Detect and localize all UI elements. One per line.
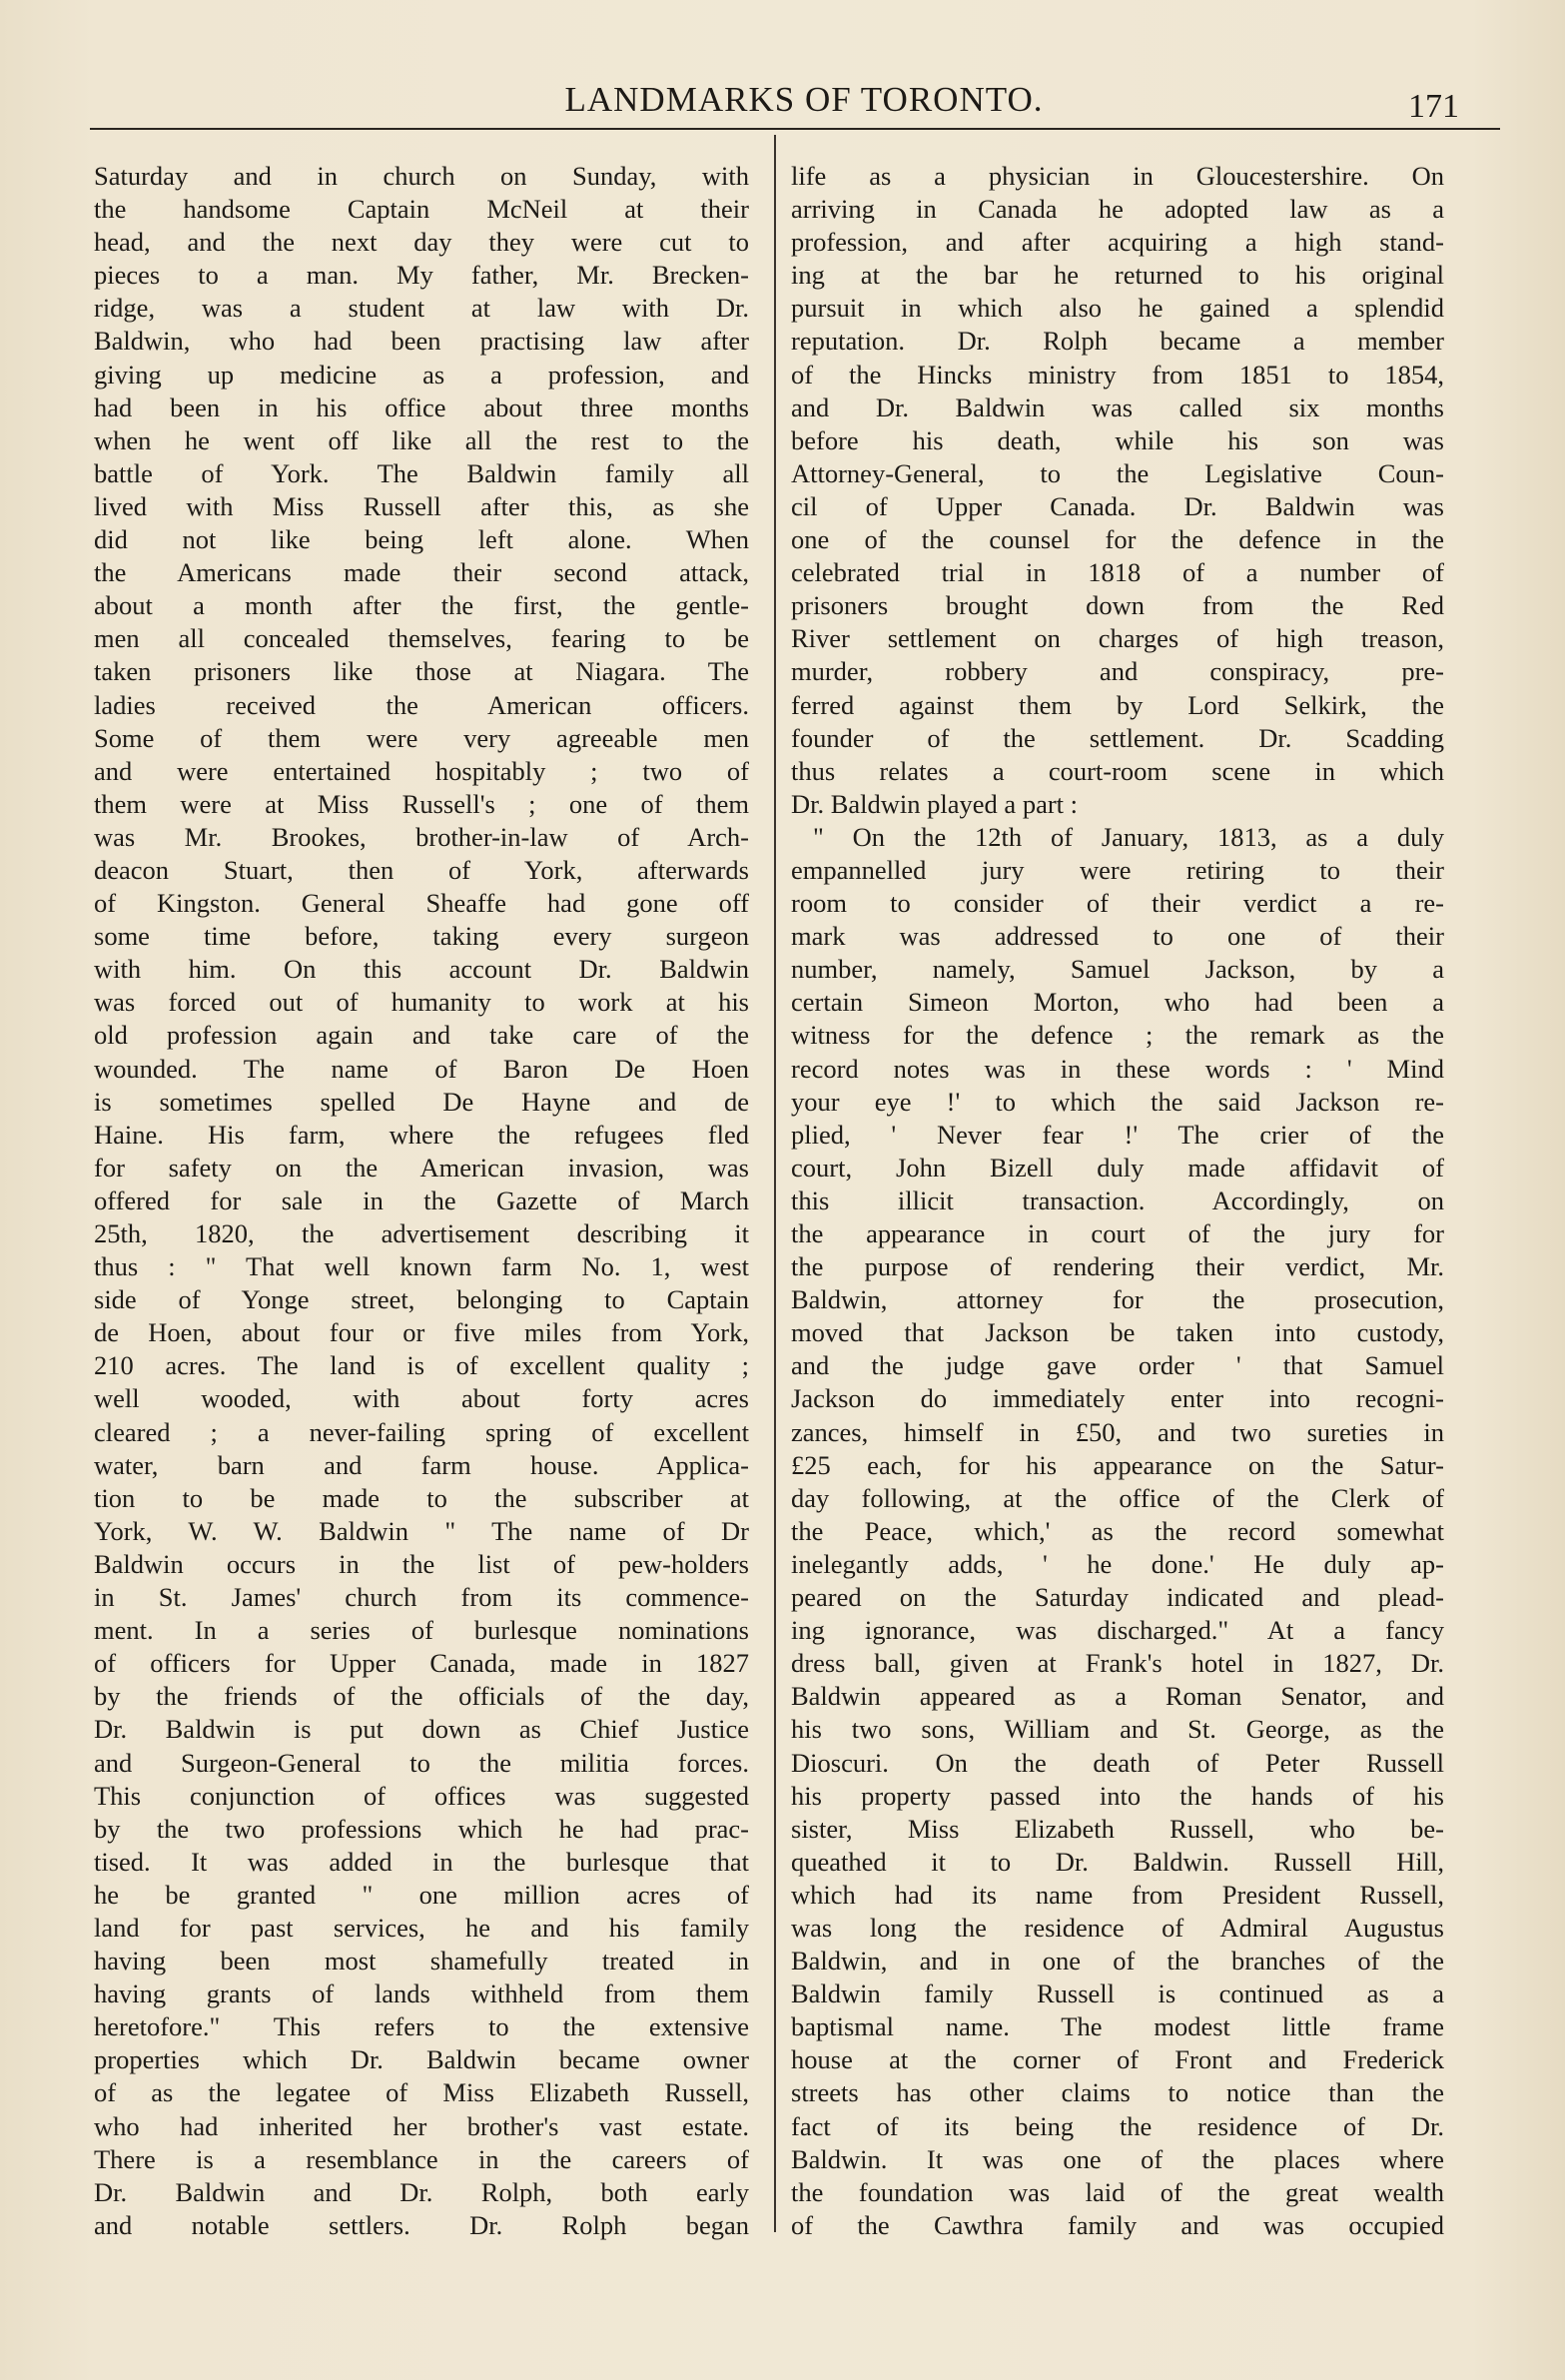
- text-line: pieces to a man. My father, Mr. Brecken-: [94, 260, 749, 291]
- text-line: did not like being left alone. When: [94, 524, 749, 555]
- text-line: old profession again and take care of the: [94, 1020, 749, 1051]
- text-line: in St. James' church from its commence-: [94, 1582, 749, 1613]
- text-line: this illicit transaction. Accordingly, on: [791, 1185, 1444, 1215]
- text-line: 210 acres. The land is of excellent quality ;: [94, 1350, 749, 1381]
- text-line: ing ignorance, was discharged." At a fancy: [791, 1615, 1444, 1646]
- text-line: reputation. Dr. Rolph became a member: [791, 326, 1444, 357]
- text-line: Baldwin occurs in the list of pew-holders: [94, 1548, 749, 1579]
- text-line: and notable settlers. Dr. Rolph began: [94, 2209, 749, 2240]
- text-line: who had inherited her brother's vast estate.: [94, 2110, 749, 2141]
- text-line: Dr. Baldwin is put down as Chief Justice: [94, 1714, 749, 1745]
- text-line: murder, robbery and conspiracy, pre-: [791, 656, 1444, 687]
- text-line: was long the residence of Admiral Augustus: [791, 1912, 1444, 1943]
- text-line: of officers for Upper Canada, made in 1827: [94, 1648, 749, 1679]
- text-line: plied, ' Never fear !' The crier of the: [791, 1119, 1444, 1150]
- text-line: head, and the next day they were cut to: [94, 227, 749, 258]
- text-line: of the Cawthra family and was occupied: [791, 2209, 1444, 2240]
- text-line: " On the 12th of January, 1813, as a duly: [813, 821, 1444, 852]
- text-line: the purpose of rendering their verdict, Mr.: [791, 1251, 1444, 1282]
- text-line: Dioscuri. On the death of Peter Russell: [791, 1747, 1444, 1778]
- text-line: house at the corner of Front and Frederick: [791, 2044, 1444, 2075]
- text-line: inelegantly adds, ' he done.' He duly ap-: [791, 1548, 1444, 1579]
- text-line: one of the counsel for the defence in the: [791, 524, 1444, 555]
- text-line: was Mr. Brookes, brother-in-law of Arch-: [94, 821, 749, 852]
- text-line: profession, and after acquiring a high stand-: [791, 227, 1444, 258]
- text-line: battle of York. The Baldwin family all: [94, 457, 749, 488]
- text-line: Baldwin, who had been practising law after: [94, 326, 749, 357]
- text-line: taken prisoners like those at Niagara. The: [94, 656, 749, 687]
- text-line: tion to be made to the subscriber at: [94, 1482, 749, 1513]
- text-line: Baldwin, attorney for the prosecution,: [791, 1284, 1444, 1315]
- text-line: the Peace, which,' as the record somewhat: [791, 1515, 1444, 1546]
- text-line: record notes was in these words : ' Mind: [791, 1053, 1444, 1084]
- text-line: is sometimes spelled De Hayne and de: [94, 1086, 749, 1117]
- text-line: the foundation was laid of the great wealth: [791, 2176, 1444, 2207]
- text-line: room to consider of their verdict a re-: [791, 888, 1444, 919]
- column-divider: [774, 135, 776, 2232]
- text-line: This conjunction of offices was suggested: [94, 1780, 749, 1811]
- text-line: tised. It was added in the burlesque that: [94, 1846, 749, 1877]
- text-line: Baldwin family Russell is continued as a: [791, 1979, 1444, 2009]
- text-line: of the Hincks ministry from 1851 to 1854,: [791, 359, 1444, 390]
- text-line: pursuit in which also he gained a splendid: [791, 293, 1444, 324]
- text-line: well wooded, with about forty acres: [94, 1383, 749, 1414]
- text-line: deacon Stuart, then of York, afterwards: [94, 854, 749, 885]
- text-line: the Americans made their second attack,: [94, 557, 749, 588]
- text-line: thus : " That well known farm No. 1, west: [94, 1251, 749, 1282]
- text-line: men all concealed themselves, fearing to be: [94, 623, 749, 654]
- text-line: about a month after the first, the gentle-: [94, 590, 749, 621]
- text-line: thus relates a court-room scene in which: [791, 755, 1444, 786]
- text-line: heretofore." This refers to the extensive: [94, 2011, 749, 2042]
- text-line: ladies received the American officers.: [94, 689, 749, 720]
- text-line: lived with Miss Russell after this, as she: [94, 490, 749, 521]
- text-line: Dr. Baldwin and Dr. Rolph, both early: [94, 2176, 749, 2207]
- text-line: day following, at the office of the Clerk of: [791, 1482, 1444, 1513]
- text-line: before his death, while his son was: [791, 424, 1444, 455]
- header-rule: [90, 128, 1500, 130]
- text-line: court, John Bizell duly made affidavit of: [791, 1152, 1444, 1183]
- text-line: Haine. His farm, where the refugees fled: [94, 1119, 749, 1150]
- text-line: queathed it to Dr. Baldwin. Russell Hill,: [791, 1846, 1444, 1877]
- text-line: life as a physician in Gloucestershire. On: [791, 161, 1444, 191]
- left-column: [94, 160, 749, 2242]
- text-line: mark was addressed to one of their: [791, 921, 1444, 952]
- text-line: moved that Jackson be taken into custody,: [791, 1317, 1444, 1348]
- text-line: sister, Miss Elizabeth Russell, who be-: [791, 1813, 1444, 1844]
- text-line: the handsome Captain McNeil at their: [94, 194, 749, 225]
- text-line: side of Yonge street, belonging to Captain: [94, 1284, 749, 1315]
- text-line: prisoners brought down from the Red: [791, 590, 1444, 621]
- text-line: with him. On this account Dr. Baldwin: [94, 954, 749, 985]
- text-line: ridge, was a student at law with Dr.: [94, 293, 749, 324]
- text-line: the appearance in court of the jury for: [791, 1218, 1444, 1248]
- text-line: having grants of lands withheld from them: [94, 1979, 749, 2009]
- text-line: River settlement on charges of high treason,: [791, 623, 1444, 654]
- text-line: streets has other claims to notice than the: [791, 2077, 1444, 2108]
- text-line: and were entertained hospitably ; two of: [94, 755, 749, 786]
- text-line: Baldwin. It was one of the places where: [791, 2143, 1444, 2174]
- text-line: ferred against them by Lord Selkirk, the: [791, 689, 1444, 720]
- text-line: offered for sale in the Gazette of March: [94, 1185, 749, 1215]
- text-line: Some of them were very agreeable men: [94, 722, 749, 753]
- text-line: wounded. The name of Baron De Hoen: [94, 1053, 749, 1084]
- text-line: your eye !' to which the said Jackson re-: [791, 1086, 1444, 1117]
- text-line: witness for the defence ; the remark as the: [791, 1020, 1444, 1051]
- text-line: was forced out of humanity to work at his: [94, 987, 749, 1018]
- text-line: peared on the Saturday indicated and plead-: [791, 1582, 1444, 1613]
- text-line: and the judge gave order ' that Samuel: [791, 1350, 1444, 1381]
- text-line: by the friends of the officials of the day,: [94, 1681, 749, 1712]
- text-line: cil of Upper Canada. Dr. Baldwin was: [791, 490, 1444, 521]
- text-line: baptismal name. The modest little frame: [791, 2011, 1444, 2042]
- text-line: cleared ; a never-failing spring of excellent: [94, 1416, 749, 1447]
- text-line: of Kingston. General Sheaffe had gone off: [94, 888, 749, 919]
- text-line: giving up medicine as a profession, and: [94, 359, 749, 390]
- text-line: which had its name from President Russell,: [791, 1879, 1444, 1910]
- text-line: fact of its being the residence of Dr.: [791, 2110, 1444, 2141]
- page-number: 171: [1408, 88, 1459, 125]
- text-line: ment. In a series of burlesque nominations: [94, 1615, 749, 1646]
- text-line: ing at the bar he returned to his original: [791, 260, 1444, 291]
- text-line: zances, himself in £50, and two sureties in: [791, 1416, 1444, 1447]
- text-line: Dr. Baldwin played a part :: [791, 788, 1079, 819]
- text-line: his property passed into the hands of his: [791, 1780, 1444, 1811]
- text-line: There is a resemblance in the careers of: [94, 2143, 749, 2174]
- text-line: and Surgeon-General to the militia forces.: [94, 1747, 749, 1778]
- text-line: land for past services, he and his family: [94, 1912, 749, 1943]
- text-line: founder of the settlement. Dr. Scadding: [791, 722, 1444, 753]
- text-line: celebrated trial in 1818 of a number of: [791, 557, 1444, 588]
- text-line: 25th, 1820, the advertisement describing it: [94, 1218, 749, 1248]
- text-line: £25 each, for his appearance on the Satur-: [791, 1449, 1444, 1480]
- text-line: of as the legatee of Miss Elizabeth Russell,: [94, 2077, 749, 2108]
- text-line: number, namely, Samuel Jackson, by a: [791, 954, 1444, 985]
- text-line: Saturday and in church on Sunday, with: [94, 161, 749, 191]
- text-line: when he went off like all the rest to the: [94, 424, 749, 455]
- text-line: empannelled jury were retiring to their: [791, 854, 1444, 885]
- text-line: and Dr. Baldwin was called six months: [791, 392, 1444, 422]
- text-line: had been in his office about three months: [94, 392, 749, 422]
- text-line: his two sons, William and St. George, as the: [791, 1714, 1444, 1745]
- text-line: arriving in Canada he adopted law as a: [791, 194, 1444, 225]
- text-line: he be granted " one million acres of: [94, 1879, 749, 1910]
- text-line: Jackson do immediately enter into recogni-: [791, 1383, 1444, 1414]
- text-line: properties which Dr. Baldwin became owner: [94, 2044, 749, 2075]
- text-line: Baldwin appeared as a Roman Senator, and: [791, 1681, 1444, 1712]
- text-line: certain Simeon Morton, who had been a: [791, 987, 1444, 1018]
- text-line: dress ball, given at Frank's hotel in 1827, Dr.: [791, 1648, 1444, 1679]
- text-line: York, W. W. Baldwin " The name of Dr: [94, 1515, 749, 1546]
- running-title: LANDMARKS OF TORONTO.: [564, 80, 1044, 119]
- text-line: having been most shamefully treated in: [94, 1946, 749, 1977]
- text-line: some time before, taking every surgeon: [94, 921, 749, 952]
- text-line: Attorney-General, to the Legislative Coun-: [791, 457, 1444, 488]
- text-line: for safety on the American invasion, was: [94, 1152, 749, 1183]
- right-column: [791, 160, 1444, 2242]
- text-line: Baldwin, and in one of the branches of the: [791, 1946, 1444, 1977]
- text-line: them were at Miss Russell's ; one of them: [94, 788, 749, 819]
- text-line: de Hoen, about four or five miles from York,: [94, 1317, 749, 1348]
- text-line: water, barn and farm house. Applica-: [94, 1449, 749, 1480]
- text-line: by the two professions which he had prac-: [94, 1813, 749, 1844]
